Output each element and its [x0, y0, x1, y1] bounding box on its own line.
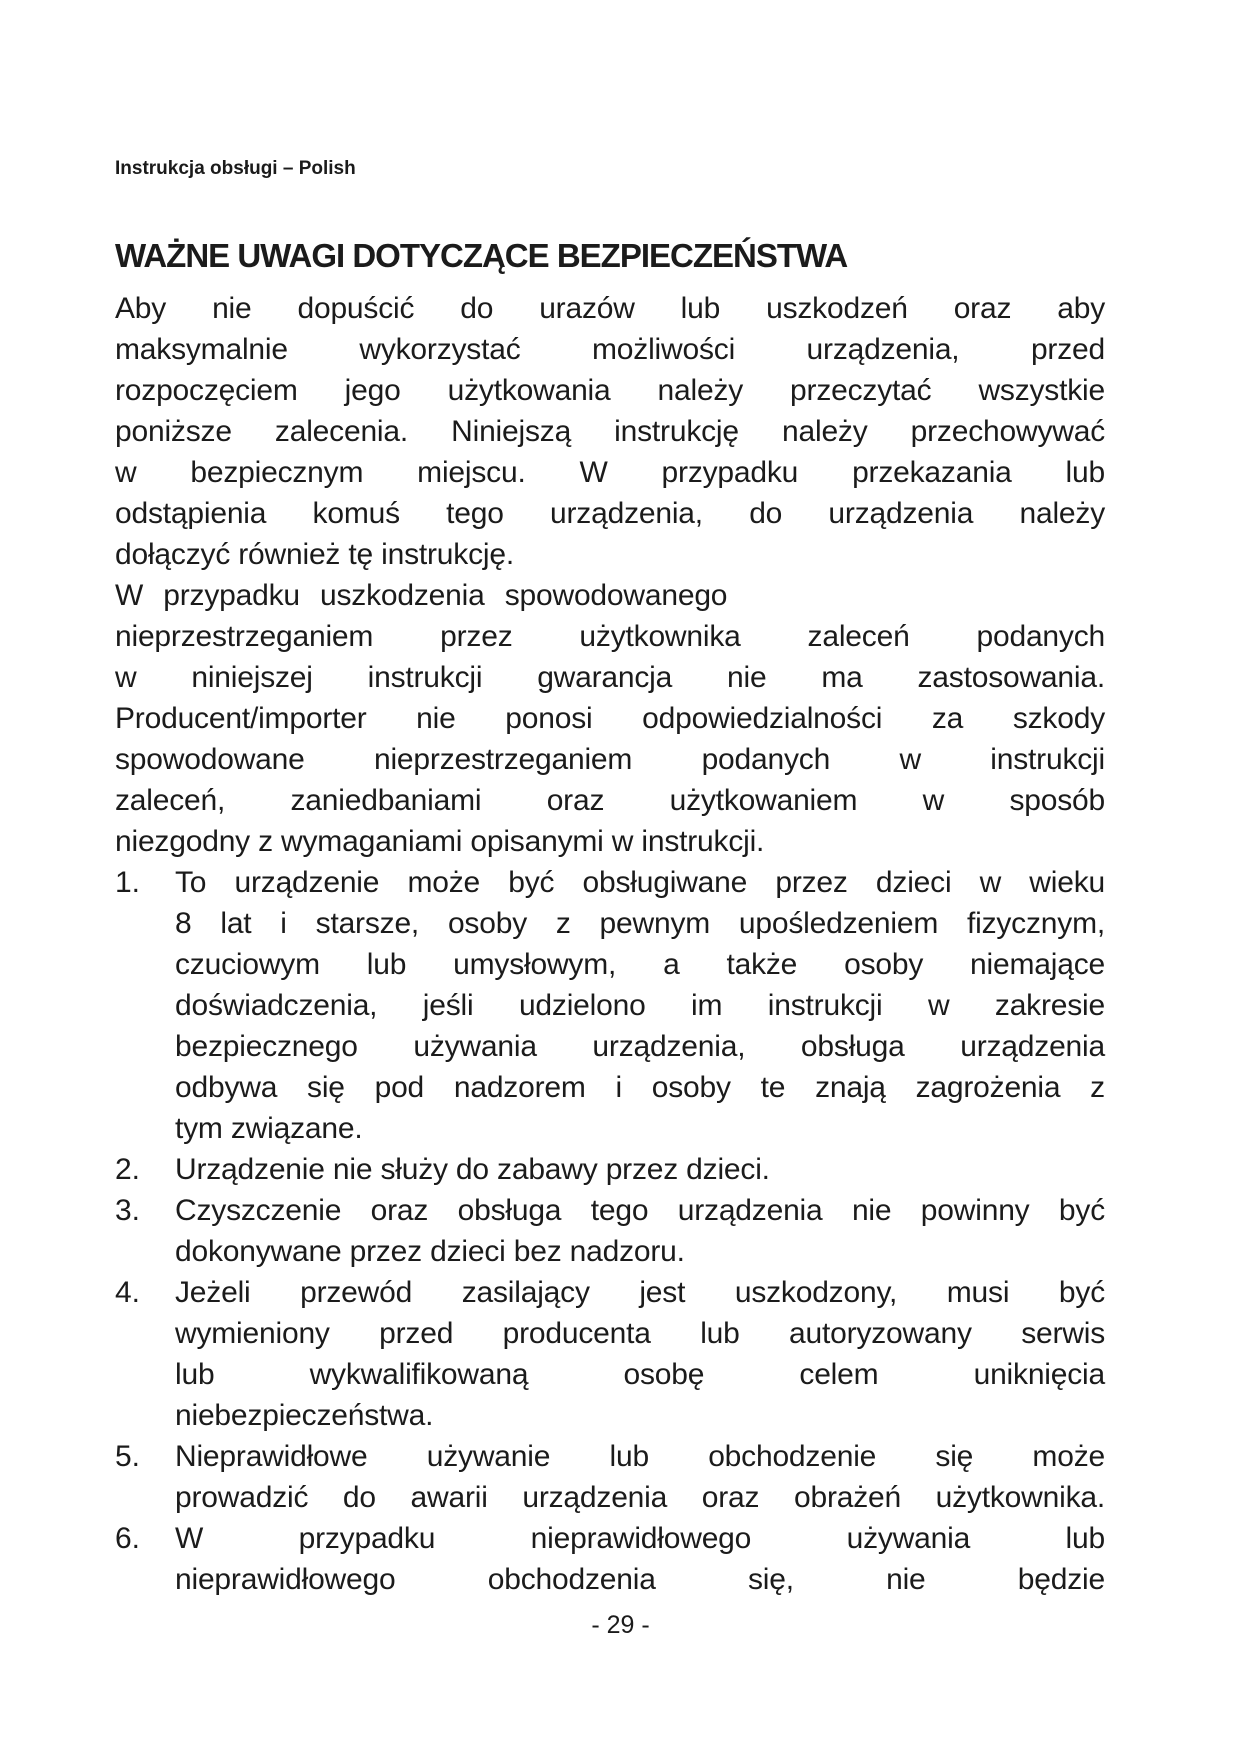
list-item-number: 3. — [115, 1194, 141, 1227]
safety-notes-list — [115, 862, 1105, 1600]
list-item-number: 2. — [115, 1153, 141, 1186]
list-item-line: bezpiecznego używania urządzenia, obsługa urządzenia — [175, 1030, 1105, 1063]
list-item-line: niebezpieczeństwa. — [175, 1399, 434, 1432]
list-item-number: 1. — [115, 866, 141, 899]
list-item-line: czuciowym lub umysłowym, a także osoby niemające — [175, 948, 1105, 981]
paragraph-line: w bezpiecznym miejscu. W przypadku przekazania lub — [115, 456, 1105, 489]
list-item-text — [175, 1436, 1105, 1518]
list-item-text — [175, 1272, 1105, 1436]
list-item-line: Nieprawidłowe używanie lub obchodzenie się może — [175, 1440, 1105, 1473]
list-item-line: nieprawidłowego obchodzenia się, nie będzie — [175, 1563, 1105, 1596]
list-item-number: 5. — [115, 1440, 141, 1473]
paragraph-line: odstąpienia komuś tego urządzenia, do urządzenia należy — [115, 497, 1105, 530]
list-item-line: prowadzić do awarii urządzenia oraz obrażeń użytkownika. — [175, 1481, 1105, 1514]
paragraph-line: spowodowane nieprzestrzeganiem podanych w instrukcji — [115, 743, 1105, 776]
list-item — [115, 862, 1105, 1149]
paragraph-line: W przypadku uszkodzenia spowodowanego — [115, 579, 728, 612]
list-item-line: tym związane. — [175, 1112, 363, 1145]
list-item-text — [175, 1149, 1105, 1190]
list-item-number: 6. — [115, 1522, 141, 1555]
list-item-line: Czyszczenie oraz obsługa tego urządzenia nie powinny być — [175, 1194, 1105, 1227]
list-item-line: wymieniony przed producenta lub autoryzowany serwis — [175, 1317, 1105, 1350]
list-item-line: lub wykwalifikowaną osobę celem uniknięcia — [175, 1358, 1105, 1391]
paragraph-line: niezgodny z wymaganiami opisanymi w instrukcji. — [115, 825, 765, 858]
list-item-line: dokonywane przez dzieci bez nadzoru. — [175, 1235, 685, 1268]
list-item — [115, 1436, 1105, 1518]
list-item-line: To urządzenie może być obsługiwane przez dzieci w wieku — [175, 866, 1105, 899]
header-doc-label: Instrukcja obsługi – Polish — [115, 158, 356, 179]
list-item-line: Urządzenie nie służy do zabawy przez dzieci. — [175, 1153, 770, 1186]
section-title: WAŻNE UWAGI DOTYCZĄCE BEZPIECZEŃSTWA — [115, 237, 848, 274]
paragraph-line: poniższe zalecenia. Niniejszą instrukcję należy przechowywać — [115, 415, 1105, 448]
list-item-text — [175, 862, 1105, 1149]
list-item — [115, 1518, 1105, 1600]
list-item — [115, 1272, 1105, 1436]
page-content — [115, 236, 1105, 1600]
intro-paragraph-1 — [115, 288, 1105, 575]
list-item-text — [175, 1190, 1105, 1272]
list-item — [115, 1190, 1105, 1272]
list-item-text — [175, 1518, 1105, 1600]
list-item — [115, 1149, 1105, 1190]
paragraph-line: Aby nie dopuścić do urazów lub uszkodzeń oraz aby — [115, 292, 1105, 325]
paragraph-line: nieprzestrzeganiem przez użytkownika zaleceń podanych — [115, 620, 1105, 653]
list-item-line: W przypadku nieprawidłowego używania lub — [175, 1522, 1105, 1555]
paragraph-line: dołączyć również tę instrukcję. — [115, 538, 514, 571]
list-item-number: 4. — [115, 1276, 141, 1309]
page-number: - 29 - — [591, 1611, 650, 1639]
paragraph-line: rozpoczęciem jego użytkowania należy przeczytać wszystkie — [115, 374, 1105, 407]
paragraph-line: maksymalnie wykorzystać możliwości urządzenia, przed — [115, 333, 1105, 366]
paragraph-line: Producent/importer nie ponosi odpowiedzialności za szkody — [115, 702, 1105, 735]
list-item-line: 8 lat i starsze, osoby z pewnym upośledzeniem fizycznym, — [175, 907, 1105, 940]
list-item-line: odbywa się pod nadzorem i osoby te znają zagrożenia z — [175, 1071, 1105, 1104]
intro-paragraph-2 — [115, 575, 1105, 862]
list-item-line: doświadczenia, jeśli udzielono im instrukcji w zakresie — [175, 989, 1105, 1022]
paragraph-line: zaleceń, zaniedbaniami oraz użytkowaniem w sposób — [115, 784, 1105, 817]
paragraph-line: w niniejszej instrukcji gwarancja nie ma zastosowania. — [115, 661, 1105, 694]
list-item-line: Jeżeli przewód zasilający jest uszkodzony, musi być — [175, 1276, 1105, 1309]
